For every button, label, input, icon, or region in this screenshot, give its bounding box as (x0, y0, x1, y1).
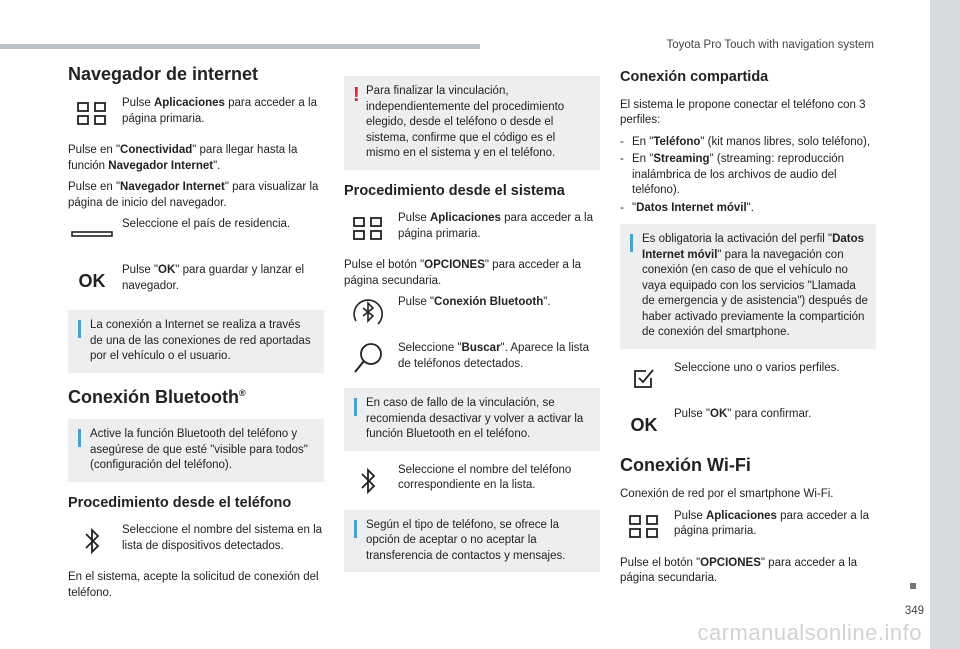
ok-icon: OK (78, 271, 106, 292)
bluetooth-icon (68, 523, 116, 559)
info-note-bluetooth: Active la función Bluetooth del teléfono y asegúrese de que esté "visible para todos" (configuración del teléfono). (68, 419, 324, 482)
heading-shared-connection: Conexión compartida (620, 69, 769, 85)
search-icon (344, 341, 392, 377)
bt-connection-step (344, 295, 600, 331)
profiles-text: Seleccione uno o varios perfiles. (674, 361, 840, 374)
heading-internet: Navegador de internet (68, 64, 259, 84)
page-sidebar (930, 0, 960, 649)
phone-select-text: Seleccione el nombre del sistema en la lista de dispositivos detectados. (122, 524, 323, 552)
page-marker (910, 583, 916, 589)
info-note-failure: En caso de fallo de la vinculación, se recomienda desactivar y volver a activar la función Bluetooth en el teléfono. (344, 388, 600, 451)
navigator-text: Pulse en "Navegador Internet" para visualizar la página de inicio del navegador. (68, 181, 319, 209)
info-note-internet: La conexión a Internet se realiza a través de una de las conexiones de red aportadas por el vehículo o el usuario. (68, 310, 324, 373)
ok-step-2 (620, 407, 876, 443)
ok-text: Pulse "OK" para guardar y lanzar el navegador. (122, 264, 305, 292)
heading-bluetooth: Conexión Bluetooth® (68, 386, 246, 407)
list-item: - "Datos Internet móvil". (620, 201, 876, 217)
list-bar-icon (68, 217, 116, 253)
warning-note: ! Para finalizar la vinculación, independientemente del procedimiento elegido, desde el teléfono o desde el sistema, confirme que el código es el mismo en el sistema y en el teléfono. (344, 76, 600, 170)
apps-grid-icon (68, 96, 116, 132)
profiles-step (620, 361, 876, 397)
heading-wifi: Conexión Wi-Fi (620, 454, 751, 475)
header-title: Toyota Pro Touch with navigation system (666, 39, 874, 51)
options-text-2: Pulse el botón "OPCIONES" para acceder a la página secundaria. (620, 556, 858, 585)
search-step (344, 341, 600, 378)
heading-phone-procedure: Procedimiento desde el teléfono (68, 494, 292, 511)
list-item: - En "Teléfono" (kit manos libres, solo teléfono), (620, 135, 876, 151)
country-step (68, 217, 324, 253)
bluetooth-circle-icon (344, 295, 392, 331)
ok-confirm-text: Pulse "OK" para confirmar. (674, 407, 812, 420)
search-text: Seleccione "Buscar". Aparece la lista de teléfonos detectados. (398, 342, 590, 370)
ok-step (68, 263, 324, 300)
accept-text: En el sistema, acepte la solicitud de conexión del teléfono. (68, 571, 319, 599)
column-1 (68, 62, 324, 607)
options-text: Pulse el botón "OPCIONES" para acceder a la página secundaria. (344, 259, 582, 287)
select-name-step (344, 463, 600, 500)
apps-step-3 (620, 509, 876, 546)
apps-step (68, 96, 324, 133)
apps-text: Pulse Aplicaciones para acceder a la página primaria. (122, 97, 317, 125)
connectivity-text: Pulse en "Conectividad" para llegar hasta la función Navegador Internet". (68, 144, 298, 172)
profiles-list (620, 135, 876, 217)
country-text: Seleccione el país de residencia. (122, 218, 291, 231)
warning-icon: ! (353, 84, 360, 106)
phone-select-step (68, 523, 324, 560)
column-3 (620, 62, 876, 593)
checkbox-icon (620, 361, 668, 397)
apps-text-2: Pulse Aplicaciones para acceder a la página primaria. (398, 212, 593, 240)
info-note-mobile-data: Es obligatoria la activación del perfil "Datos Internet móvil" para la navegación con conexión (en caso de que el vehículo no vaya equipado con los servicios "Llamada de emergencia y de asistencia") después de haber activado previamente la compartición de conexión del smartphone. (620, 224, 876, 349)
select-name-text: Seleccione el nombre del teléfono correspondiente en la lista. (398, 463, 572, 492)
apps-step-2 (344, 211, 600, 248)
list-item: - En "Streaming" (streaming: reproducción inalámbrica de los archivos de audio del teléfono). (620, 152, 876, 199)
profiles-intro: El sistema le propone conectar el teléfono con 3 perfiles: (620, 98, 866, 127)
wifi-text: Conexión de red por el smartphone Wi-Fi. (620, 488, 834, 501)
apps-grid-icon (620, 509, 668, 545)
heading-system-procedure: Procedimiento desde el sistema (344, 182, 565, 199)
bt-connection-text: Pulse "Conexión Bluetooth". (398, 296, 551, 309)
bluetooth-icon (344, 463, 392, 499)
watermark: carmanualsonline.info (697, 620, 922, 645)
column-2 (344, 76, 600, 584)
info-note-transfer: Según el tipo de teléfono, se ofrece la opción de aceptar o no aceptar la transferencia de contactos y mensajes. (344, 510, 600, 573)
header-bar (0, 44, 480, 49)
apps-text-3: Pulse Aplicaciones para acceder a la página primaria. (674, 509, 869, 538)
ok-icon: OK (630, 414, 658, 435)
apps-grid-icon (344, 211, 392, 247)
page-number: 349 (904, 605, 924, 617)
